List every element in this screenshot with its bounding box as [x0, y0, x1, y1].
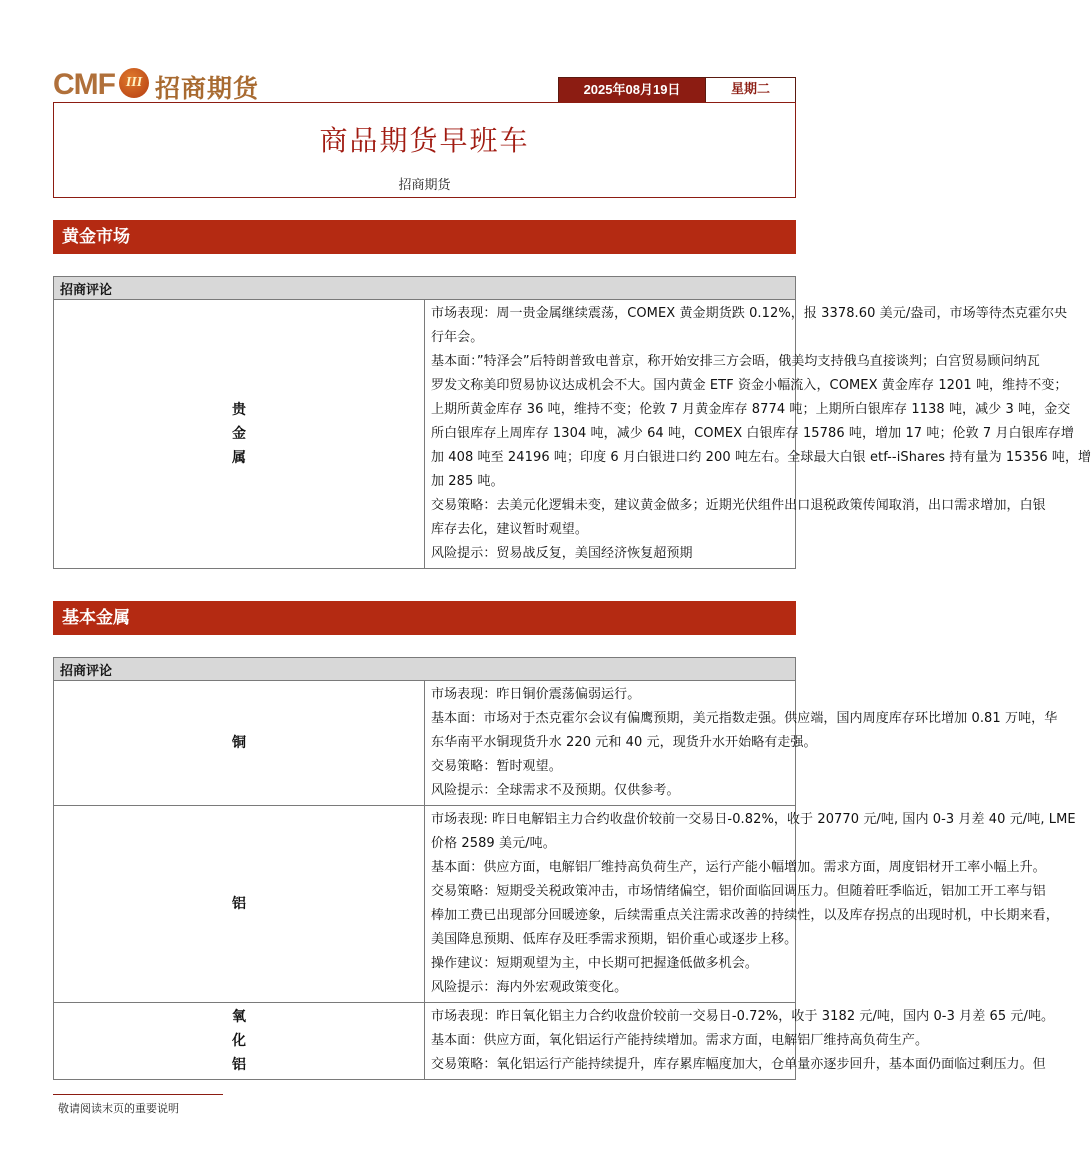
logo-chinese-name: 招商期货 [155, 74, 260, 103]
title-box [53, 102, 796, 198]
text-line: 操作建议：短期观望为主，中长期可把握逢低做多机会。 [431, 956, 759, 971]
category-char: 铝 [232, 1057, 246, 1073]
text-line: 基本面：”特泽会”后特朗普致电普京，称开始安排三方会晤，俄美均支持俄乌直接谈判；白宫贸易顾问纳瓦 [431, 354, 1040, 369]
text-line: 库存去化，建议暂时观望。 [431, 522, 588, 537]
text-line: 交易策略：暂时观望。 [431, 759, 562, 774]
text-line: 所白银库存上周库存 1304 吨，减少 64 吨，COMEX 白银库存 15786 吨，增加 17 吨；伦敦 7 月白银库存增 [431, 426, 1074, 441]
text-line: 交易策略：短期受关税政策冲击，市场情绪偏空，铝价面临回调压力。但随着旺季临近，铝加工开工率与铝 [431, 884, 1046, 899]
report-weekday: 星期二 [705, 78, 795, 102]
base-metals-commentary-table [53, 657, 1076, 1080]
text-line: 市场表现：昨日氧化铝主力合约收盘价较前一交易日-0.72%，收于 3182 元/吨，国内 0-3 月差 65 元/吨。 [431, 1009, 1055, 1024]
text-line: 加 285 吨。 [431, 474, 504, 489]
table-header: 招商评论 [54, 658, 796, 681]
category-char: 氧 [232, 1009, 246, 1025]
page-subtitle: 招商期货 [398, 178, 451, 193]
category-cell-copper [54, 681, 425, 806]
text-line: 基本面：供应方面，氧化铝运行产能持续增加。需求方面，电解铝厂维持高负荷生产。 [431, 1033, 929, 1048]
text-line: 市场表现: 昨日电解铝主力合约收盘价较前一交易日-0.82%，收于 20770 元/吨, 国内 0-3 月差 40 元/吨, LME [431, 812, 1076, 827]
text-line: 上期所黄金库存 36 吨，维持不变；伦敦 7 月黄金库存 8774 吨；上期所白银库存 1138 吨，减少 3 吨，金交 [431, 402, 1071, 417]
text-line: 风险提示：全球需求不及预期。仅供参考。 [431, 783, 680, 798]
text-line: 市场表现：昨日铜价震荡偏弱运行。 [431, 687, 641, 702]
table-row [54, 1003, 796, 1080]
page-title: 商品期货早班车 [319, 124, 530, 157]
date-box [558, 77, 796, 103]
category-char: 化 [232, 1033, 246, 1049]
section-title-gold: 黄金市场 [53, 220, 796, 254]
text-line: 风险提示：海内外宏观政策变化。 [431, 980, 628, 995]
text-line: 交易策略：去美元化逻辑未变，建议黄金做多；近期光伏组件出口退税政策传闻取消，出口需求增加，白银 [431, 498, 1046, 513]
category-cell-alumina [54, 1003, 425, 1080]
text-line: 美国降息预期、低库存及旺季需求预期，铝价重心或逐步上移。 [431, 932, 798, 947]
gold-commentary-table [53, 276, 1091, 569]
text-line: 市场表现：周一贵金属继续震荡，COMEX 黄金期货跌 0.12%，报 3378.60 美元/盎司，市场等待杰克霍尔央 [431, 306, 1068, 321]
category-char: 属 [232, 450, 246, 466]
table-row [54, 300, 796, 569]
text-line: 交易策略：氧化铝运行产能持续提升，库存累库幅度加大，仓单量亦逐步回升，基本面仍面临过剩压力。但 [431, 1057, 1046, 1072]
category-cell-precious-metals [54, 300, 425, 569]
text-line: 罗发文称美印贸易协议达成机会不大。国内黄金 ETF 资金小幅流入，COMEX 黄金库存 1201 吨，维持不变； [431, 378, 1068, 393]
category-char: 贵 [232, 402, 246, 418]
commentary-cell [425, 300, 1091, 569]
footer-disclaimer-note: 敬请阅读末页的重要说明 [58, 1102, 179, 1115]
table-row [54, 806, 796, 1003]
footer-divider [53, 1094, 223, 1095]
category-char: 铝 [232, 896, 246, 912]
section-title-base-metals: 基本金属 [53, 601, 796, 635]
text-line: 行年会。 [431, 330, 484, 345]
table-header: 招商评论 [54, 277, 796, 300]
commentary-cell [425, 1003, 1055, 1080]
text-line: 加 408 吨至 24196 吨；印度 6 月白银进口约 200 吨左右。全球最大白银 etf--iShares 持有量为 15356 吨，增 [431, 450, 1091, 465]
company-logo [53, 66, 273, 106]
category-char: 金 [232, 426, 246, 442]
text-line: 基本面：供应方面，电解铝厂维持高负荷生产，运行产能小幅增加。需求方面，周度铝材开工率小幅上升。 [431, 860, 1046, 875]
text-line: 棒加工费已出现部分回暖迹象，后续需重点关注需求改善的持续性，以及库存拐点的出现时机，中长期来看， [431, 908, 1059, 923]
logo-text: CMF [53, 68, 115, 101]
commentary-cell [425, 681, 1058, 806]
logo-emblem-icon: III [119, 68, 149, 98]
category-cell-aluminum [54, 806, 425, 1003]
text-line: 价格 2589 美元/吨。 [431, 836, 556, 851]
table-row [54, 681, 796, 806]
text-line: 东华南平水铜现货升水 220 元和 40 元，现货升水开始略有走强。 [431, 735, 817, 750]
category-char: 铜 [232, 735, 246, 751]
text-line: 风险提示：贸易战反复，美国经济恢复超预期 [431, 546, 693, 561]
commentary-cell [425, 806, 1076, 1003]
text-line: 基本面：市场对于杰克霍尔会议有偏鹰预期，美元指数走强。供应端，国内周度库存环比增加 0.81 万吨，华 [431, 711, 1058, 726]
report-date: 2025年08月19日 [559, 78, 705, 102]
